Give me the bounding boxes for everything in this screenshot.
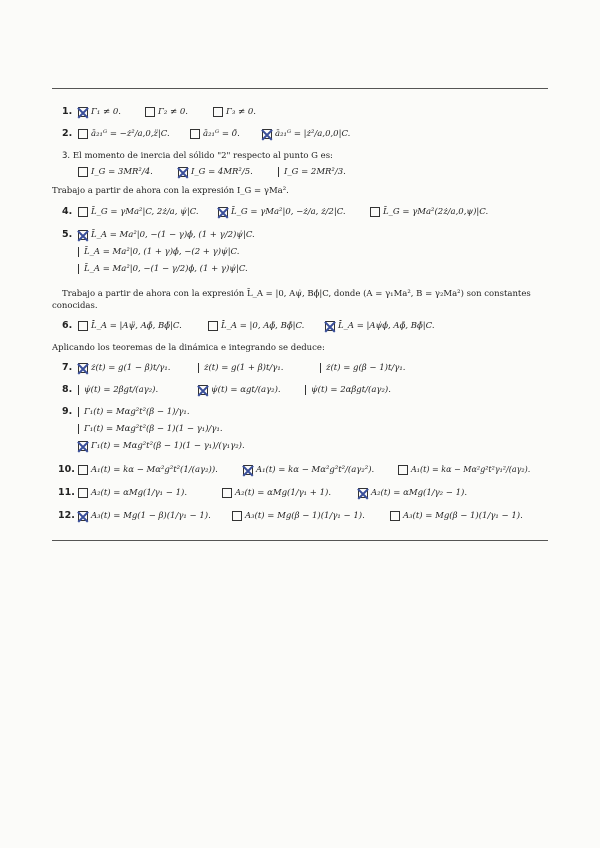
checkbox[interactable] xyxy=(78,207,88,217)
checkbox[interactable] xyxy=(145,107,155,117)
option-b[interactable] xyxy=(78,244,239,260)
question-9-c xyxy=(0,438,600,454)
checkbox-checked[interactable] xyxy=(78,441,88,451)
checkbox[interactable] xyxy=(278,167,281,177)
option-text: L̄_A = Ma²|0, (1 + γ)ϕ̇, −(2 + γ)ψ̇|C. xyxy=(84,247,240,257)
checkbox[interactable] xyxy=(208,321,218,331)
option-text: A₃(t) = Mg(1 − β)(1/γ₁ − 1). xyxy=(91,511,211,521)
checkbox-checked[interactable] xyxy=(243,465,253,475)
question-9-a xyxy=(0,404,600,420)
option-a[interactable] xyxy=(78,227,255,243)
option-c[interactable] xyxy=(78,438,245,454)
option-a[interactable] xyxy=(78,382,158,398)
option-text: A₂(t) = αMg(1/γ₂ − 1). xyxy=(371,488,468,498)
option-text: L̄̇_A = |0, Aϕ̈, Bϕ̈|C. xyxy=(221,321,305,331)
option-text: L̄_G = γMa²|C, 2ż/a, ψ̇|C. xyxy=(91,207,199,217)
checkbox[interactable] xyxy=(78,247,81,257)
question-number: 5. xyxy=(62,229,73,240)
question-4 xyxy=(0,204,600,220)
option-a[interactable] xyxy=(78,164,153,180)
option-text: Γ₂ ≠ 0. xyxy=(158,107,188,117)
question-number: 10. xyxy=(58,464,75,475)
option-text: A₃(t) = Mg(β − 1)(1/γ₁ − 1). xyxy=(403,511,523,521)
checkbox-checked[interactable] xyxy=(198,385,208,395)
option-a[interactable] xyxy=(78,204,199,220)
section-statement: Aplicando los teoremas de la dinámica e integrando se deduce: xyxy=(52,343,325,353)
question-number: 9. xyxy=(62,406,73,417)
option-text: A₁(t) = kα − Mα²g²t²(1/(aγ₂)). xyxy=(91,465,218,475)
option-text: ā₂₁ᴳ = 0̄. xyxy=(203,129,240,139)
option-text: L̄_G = γMa²|0, −ż/a, ż/2|C. xyxy=(231,207,346,217)
option-b[interactable] xyxy=(145,104,188,120)
question-11 xyxy=(0,485,600,501)
question-number: 4. xyxy=(62,206,73,217)
question-number: 8. xyxy=(62,384,73,395)
option-a[interactable] xyxy=(78,462,218,478)
option-a[interactable] xyxy=(78,508,211,524)
option-text: Γ₃ ≠ 0. xyxy=(226,107,256,117)
checkbox[interactable] xyxy=(222,488,232,498)
checkbox[interactable] xyxy=(213,107,223,117)
question-number: 7. xyxy=(62,362,73,373)
option-text: L̄̇_A = |Aψ̇ϕ̇, Aϕ̈, Bϕ̈|C. xyxy=(338,321,435,331)
top-rule xyxy=(52,88,548,89)
option-a[interactable] xyxy=(78,318,182,334)
option-b[interactable] xyxy=(243,462,374,478)
checkbox[interactable] xyxy=(305,385,308,395)
option-text: A₂(t) = αMg(1/γ₁ + 1). xyxy=(235,488,332,498)
option-b[interactable] xyxy=(78,421,223,437)
option-text: ż(t) = g(β − 1)t/γ₁. xyxy=(326,363,406,373)
option-text: ż(t) = g(1 − β)t/γ₁. xyxy=(91,363,171,373)
question-number: 6. xyxy=(62,320,73,331)
checkbox-checked[interactable] xyxy=(218,207,228,217)
option-text: Γ₁(t) = Mαg²t²(β − 1)(1 − γ₁)/γ₁. xyxy=(84,424,223,434)
option-text: I_G = 4MR²/5. xyxy=(191,167,253,177)
question-10 xyxy=(0,462,600,478)
question-12 xyxy=(0,508,600,524)
question-number: 2. xyxy=(62,128,73,139)
checkbox[interactable] xyxy=(78,407,81,417)
checkbox[interactable] xyxy=(78,321,88,331)
checkbox[interactable] xyxy=(78,129,88,139)
checkbox-checked[interactable] xyxy=(78,363,88,373)
checkbox[interactable] xyxy=(198,363,201,373)
checkbox[interactable] xyxy=(232,511,242,521)
option-text: ψ̇(t) = 2αβgt/(aγ₂). xyxy=(311,385,391,395)
option-text: L̄_A = Ma²|0, −(1 − γ/2)ϕ̇, (1 + γ)ψ̇|C. xyxy=(84,264,248,274)
question-7 xyxy=(0,360,600,376)
option-c[interactable] xyxy=(390,508,523,524)
option-c[interactable] xyxy=(78,261,248,277)
checkbox[interactable] xyxy=(190,129,200,139)
option-text: I_G = 3MR²/4. xyxy=(91,167,153,177)
option-text: I_G = 2MR²/3. xyxy=(284,167,346,177)
checkbox-checked[interactable] xyxy=(262,129,272,139)
option-text: ā₂₁ᴳ = −ż²/a,0,z̈|C. xyxy=(91,129,170,139)
question-9-b xyxy=(0,421,600,437)
option-b[interactable] xyxy=(222,485,331,501)
option-text: Γ₁ ≠ 0. xyxy=(91,107,121,117)
checkbox-checked[interactable] xyxy=(78,230,88,240)
question-2 xyxy=(0,126,600,142)
option-b[interactable] xyxy=(190,126,240,142)
checkbox[interactable] xyxy=(78,465,88,475)
question-number: 3. xyxy=(62,151,71,161)
checkbox[interactable] xyxy=(370,207,380,217)
option-c[interactable] xyxy=(320,360,405,376)
option-a[interactable] xyxy=(78,404,190,420)
question-8 xyxy=(0,382,600,398)
option-b[interactable] xyxy=(198,382,281,398)
checkbox[interactable] xyxy=(320,363,323,373)
question-6 xyxy=(0,318,600,334)
question-5-b xyxy=(0,244,600,260)
checkbox-checked[interactable] xyxy=(78,107,88,117)
question-5-c xyxy=(0,261,600,277)
option-c[interactable] xyxy=(325,318,435,334)
option-c[interactable] xyxy=(278,164,346,180)
option-b[interactable] xyxy=(232,508,365,524)
option-text: Γ₁(t) = Mαg²t²(β − 1)(1 − γ₁)/(γ₁γ₂). xyxy=(91,441,245,451)
question-1 xyxy=(0,104,600,120)
option-text: A₃(t) = Mg(β − 1)(1/γ₁ − 1). xyxy=(245,511,365,521)
option-text: A₂(t) = αMg(1/γ₁ − 1). xyxy=(91,488,188,498)
option-b[interactable] xyxy=(198,360,283,376)
checkbox[interactable] xyxy=(78,167,88,177)
option-c[interactable] xyxy=(398,462,530,478)
checkbox-checked[interactable] xyxy=(78,511,88,521)
option-b[interactable] xyxy=(218,204,346,220)
checkbox[interactable] xyxy=(78,424,81,434)
option-text: Γ₁(t) = Mαg²t²(β − 1)/γ₁. xyxy=(84,407,190,417)
option-a[interactable] xyxy=(78,485,187,501)
checkbox[interactable] xyxy=(78,264,81,274)
checkbox-checked[interactable] xyxy=(178,167,188,177)
option-text: L̄̇_A = |Aψ̈, Aϕ̈, Bϕ̈|C. xyxy=(91,321,182,331)
question-5-a xyxy=(0,227,600,243)
option-b[interactable] xyxy=(208,318,304,334)
question-number: 11. xyxy=(58,487,75,498)
question-number: 12. xyxy=(58,510,75,521)
statement-text: El momento de inercia del sólido "2" respecto al punto G es: xyxy=(72,151,333,161)
option-c[interactable] xyxy=(370,204,488,220)
option-text: L̄_G = γMa²(2ż/a,0,ψ)|C. xyxy=(383,207,489,217)
checkbox[interactable] xyxy=(78,385,81,395)
option-text: ψ̇(t) = αgt/(aγ₂). xyxy=(211,385,281,395)
option-c[interactable] xyxy=(305,382,391,398)
option-text: ā₂₁ᴳ = |ż²/a,0,0|C. xyxy=(275,129,351,139)
option-a[interactable] xyxy=(78,126,170,142)
option-text: ż(t) = g(1 + β)t/γ₁. xyxy=(204,363,284,373)
option-c[interactable] xyxy=(213,104,256,120)
option-text: L̄_A = Ma²|0, −(1 − γ)ϕ̇, (1 + γ/2)ψ̇|C. xyxy=(91,230,255,240)
option-a[interactable] xyxy=(78,104,121,120)
question-number: 1. xyxy=(62,106,73,117)
question-3-statement xyxy=(62,150,333,162)
checkbox[interactable] xyxy=(390,511,400,521)
checkbox-checked[interactable] xyxy=(325,321,335,331)
section-statement-cont: conocidas. xyxy=(52,301,98,311)
option-text: A₁(t) = kα − Mα²g²t²/(aγ₂²). xyxy=(256,465,375,475)
checkbox[interactable] xyxy=(398,465,408,475)
checkbox[interactable] xyxy=(78,488,88,498)
option-b[interactable] xyxy=(178,164,253,180)
option-text: ψ̇(t) = 2βgt/(aγ₂). xyxy=(84,385,159,395)
option-a[interactable] xyxy=(78,360,170,376)
option-text: A₁(t) = kα − Mα²g²t²γ₁²/(aγ₂). xyxy=(411,465,531,474)
option-c[interactable] xyxy=(262,126,350,142)
option-c[interactable] xyxy=(358,485,467,501)
checkbox-checked[interactable] xyxy=(358,488,368,498)
bottom-rule xyxy=(52,540,548,541)
section-statement: Trabajo a partir de ahora con la expresión I_G = γMa². xyxy=(52,186,289,196)
question-3 xyxy=(0,164,600,180)
section-statement: Trabajo a partir de ahora con la expresión L̄_A = |0, Aψ̇, Bϕ̇|C, donde (A = γ₁Ma², B = γ₂Ma²) son constantes xyxy=(62,289,531,299)
